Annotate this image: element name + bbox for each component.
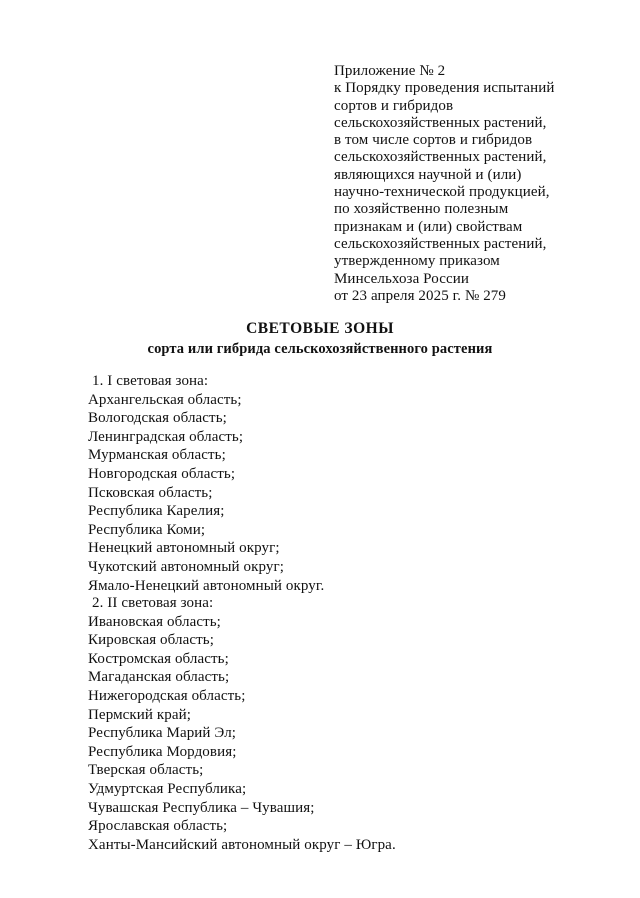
appendix-line: утвержденному приказом xyxy=(334,253,500,270)
region-item: Кировская область; xyxy=(88,632,214,649)
zone-heading: 1. I световая зона: xyxy=(92,373,209,389)
region-item: Чукотский автономный округ; xyxy=(88,558,285,575)
region-item: Ханты-Мансийский автономный округ – Югра. xyxy=(88,836,396,853)
region-item: Тверская область; xyxy=(88,762,204,779)
region-item: Вологодская область; xyxy=(88,410,227,427)
zone-heading: 2. II световая зона: xyxy=(92,595,214,611)
appendix-line: сельскохозяйственных растений, xyxy=(334,235,547,252)
region-item: Пермский край; xyxy=(88,706,192,723)
region-item: Костромская область; xyxy=(88,650,229,667)
region-item: Ивановская область; xyxy=(88,613,221,630)
region-item: Архангельская область; xyxy=(88,391,242,408)
region-item: Республика Марий Эл; xyxy=(88,725,237,742)
region-item: Ямало-Ненецкий автономный округ. xyxy=(88,577,325,594)
appendix-line: по хозяйственно полезным xyxy=(334,201,509,218)
appendix-line: от 23 апреля 2025 г. № 279 xyxy=(334,287,507,304)
region-item: Республика Карелия; xyxy=(88,503,225,520)
appendix-line: Приложение № 2 xyxy=(334,63,446,79)
region-item: Удмуртская Республика; xyxy=(88,780,247,797)
appendix-header xyxy=(334,63,624,305)
region-item: Новгородская область; xyxy=(88,465,236,482)
region-item: Мурманская область; xyxy=(88,447,226,464)
region-item: Ненецкий автономный округ; xyxy=(88,540,280,557)
appendix-line: сельскохозяйственных растений, xyxy=(334,114,547,131)
zone-2-section xyxy=(88,594,608,854)
appendix-line: сельскохозяйственных растений, xyxy=(334,149,547,166)
appendix-line: Минсельхоза России xyxy=(334,270,469,287)
region-item: Ленинградская область; xyxy=(88,428,244,445)
region-item: Магаданская область; xyxy=(88,669,230,686)
region-item: Республика Коми; xyxy=(88,521,206,538)
appendix-line: сортов и гибридов xyxy=(334,97,454,114)
region-item: Чувашская Республика – Чувашия; xyxy=(88,799,315,816)
appendix-line: научно-технической продукцией, xyxy=(334,184,550,201)
document-title: СВЕТОВЫЕ ЗОНЫ xyxy=(246,320,394,337)
appendix-line: к Порядку проведения испытаний xyxy=(334,80,555,97)
region-item: Республика Мордовия; xyxy=(88,743,237,760)
appendix-line: признакам и (или) свойствам xyxy=(334,218,523,235)
region-item: Нижегородская область; xyxy=(88,687,246,704)
region-item: Псковская область; xyxy=(88,484,213,501)
document-subtitle: сорта или гибрида сельскохозяйственного растения xyxy=(147,341,493,357)
region-item: Ярославская область; xyxy=(88,818,228,835)
appendix-line: в том числе сортов и гибридов xyxy=(334,132,533,149)
appendix-line: являющихся научной и (или) xyxy=(334,166,522,183)
zone-1-section xyxy=(88,372,608,595)
